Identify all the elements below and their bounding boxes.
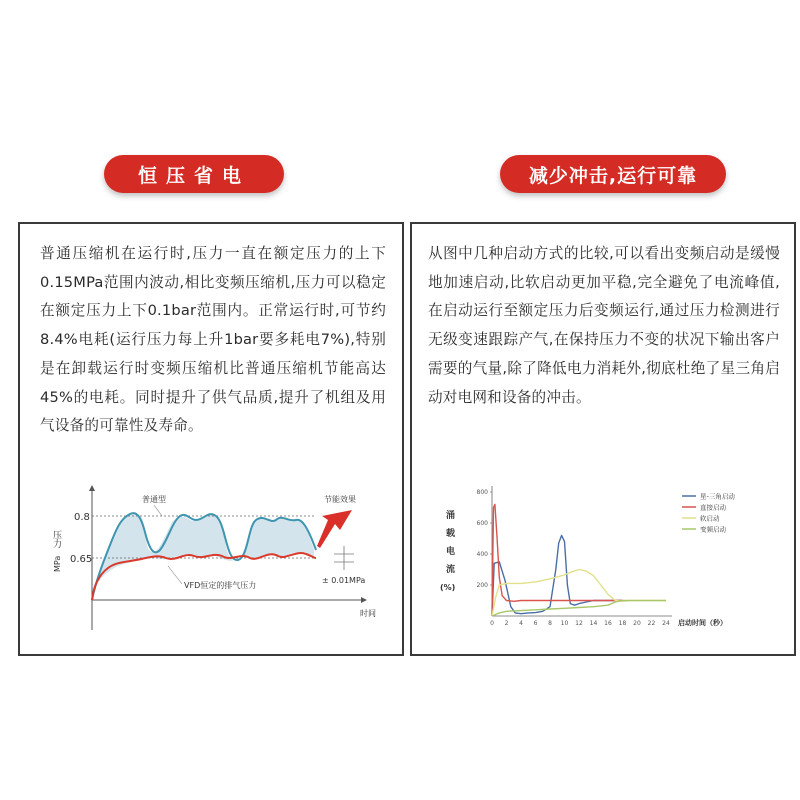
reduce-impact-description: 从图中几种启动方式的比较,可以看出变频启动是缓慢地加速启动,比软启动更加平稳,完全避免了电流峰值,在启动运行至额定压力后变频运行,通过压力检测进行无级变速跟踪产气,在保持压力不变的状况下输出客户需要的气量,除了降低电力消耗外,彻底杜绝了星三角启动对电网和设备的冲击。 bbox=[428, 245, 780, 406]
x-tick-label: 18 bbox=[618, 620, 627, 627]
x-tick-label: 10 bbox=[560, 620, 569, 627]
legend-label: 软启动 bbox=[700, 514, 720, 523]
energy-saving-effect-label: 节能效果 bbox=[324, 495, 356, 504]
y-tick-label: 800 bbox=[476, 489, 488, 496]
normal-type-leader bbox=[154, 505, 162, 516]
pressure-chart-svg bbox=[34, 480, 392, 644]
x-tick-label: 2 bbox=[504, 620, 509, 627]
x-axis-label: 时间 bbox=[360, 609, 376, 618]
x-tick-label: 22 bbox=[647, 620, 656, 627]
starting-current-chart bbox=[426, 476, 784, 646]
y-axis-label-char: 电 bbox=[446, 547, 456, 557]
y-axis-unit: MPa bbox=[53, 555, 62, 572]
reduce-impact-badge: 减少冲击,运行可靠 bbox=[500, 155, 726, 193]
tick-label-high: 0.8 bbox=[74, 512, 90, 523]
energy-saving-panel bbox=[18, 222, 404, 656]
energy-saving-description: 普通压缩机在运行时,压力一直在额定压力的上下0.15MPa范围内波动,相比变频压缩机,压力可以稳定在额定压力上下0.1bar范围内。正常运行时,可节约8.4%电耗(运行压力每上升1bar要多耗电7%),特别是在卸载运行时变频压缩机比普通压缩机节能高达45%的电耗。同时提升了供气品质,提升了机组及用气设备的可靠性及寿命。 bbox=[40, 245, 386, 435]
x-tick-label: 0 bbox=[490, 620, 494, 627]
tick-label-low: 0.65 bbox=[70, 554, 93, 565]
series-line-3 bbox=[492, 570, 666, 617]
x-tick-label: 14 bbox=[589, 620, 598, 627]
vfd-label-leader bbox=[168, 566, 182, 584]
legend-label: 直接启动 bbox=[700, 503, 726, 512]
y-tick-label: 200 bbox=[476, 582, 488, 589]
x-tick-label: 12 bbox=[575, 620, 583, 627]
y-tick-label: 400 bbox=[476, 551, 488, 558]
x-tick-label: 8 bbox=[548, 620, 552, 627]
pressure-comparison-chart bbox=[34, 480, 392, 644]
x-tick-label: 6 bbox=[533, 620, 538, 627]
x-tick-label: 24 bbox=[662, 620, 670, 627]
legend-label: 变频启动 bbox=[700, 525, 726, 534]
reduce-impact-panel bbox=[410, 222, 796, 656]
energy-saving-arrow-icon bbox=[317, 510, 352, 548]
y-axis-label-char: 涌 bbox=[446, 511, 456, 521]
x-tick-label: 20 bbox=[633, 620, 641, 627]
vfd-constant-pressure-label: VFD恒定的排气压力 bbox=[184, 581, 257, 590]
x-axis-label: 启动时间（秒） bbox=[678, 619, 727, 627]
legend-label: 星-三角启动 bbox=[700, 492, 735, 501]
y-axis-label: 压力 bbox=[51, 530, 61, 548]
y-tick-label: 600 bbox=[476, 520, 488, 527]
y-axis-label-char: 载 bbox=[446, 529, 456, 539]
normal-type-label: 普通型 bbox=[142, 495, 166, 504]
x-tick-label: 4 bbox=[519, 620, 523, 627]
y-axis-unit: (%) bbox=[440, 583, 456, 592]
tolerance-label: ± 0.01MPa bbox=[322, 576, 366, 585]
energy-saving-badge: 恒压省电 bbox=[104, 155, 284, 193]
y-axis-label-char: 流 bbox=[446, 565, 456, 575]
series-line-1 bbox=[492, 535, 623, 616]
starting-current-chart-svg bbox=[426, 476, 784, 646]
x-tick-label: 16 bbox=[604, 620, 612, 627]
